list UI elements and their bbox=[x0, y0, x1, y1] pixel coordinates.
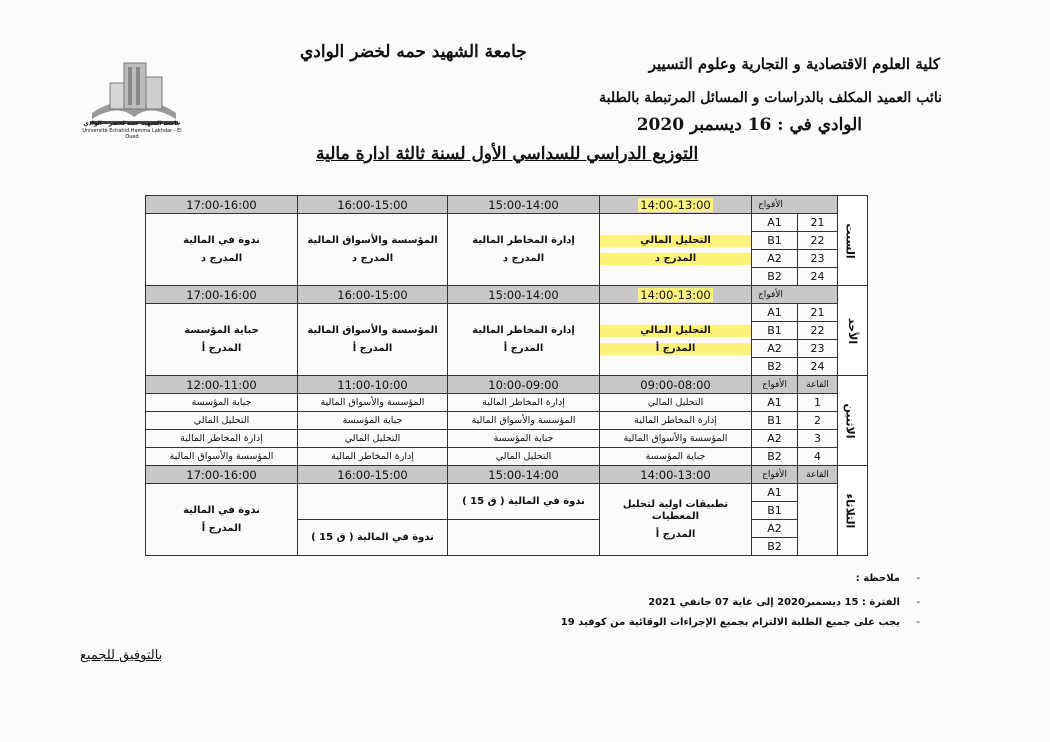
lecture-cell bbox=[146, 214, 298, 286]
lecture-cell bbox=[146, 304, 298, 376]
subject-cell: التحليل المالي bbox=[448, 448, 600, 466]
group-code: B2 bbox=[752, 538, 798, 556]
lecture-cell bbox=[298, 214, 448, 286]
room: المدرج أ bbox=[352, 342, 393, 354]
schedule-title: التوزيع الدراسي للسداسي الأول لسنة ثالثة ادارة مالية bbox=[316, 144, 699, 164]
table-row bbox=[146, 304, 868, 322]
time-slot: 17:00-16:00 bbox=[146, 286, 298, 304]
subject: ندوة في المالية bbox=[183, 234, 260, 246]
saturday-header-row bbox=[146, 196, 868, 214]
time-slot: 09:00-08:00 bbox=[600, 376, 752, 394]
time-slot: 11:00-10:00 bbox=[298, 376, 448, 394]
subject-cell: المؤسسة والأسواق المالية bbox=[146, 448, 298, 466]
closing-text: بالتوفيق للجميع bbox=[80, 648, 163, 663]
schedule-table bbox=[145, 195, 868, 556]
table-row bbox=[146, 484, 868, 502]
subject-cell: المؤسسة والأسواق المالية bbox=[600, 430, 752, 448]
room-number: 24 bbox=[798, 358, 838, 376]
table-row bbox=[146, 394, 868, 412]
logo-caption-en: Université Echahid Hamma Lakhdar - El Oued bbox=[82, 128, 182, 140]
date-line: الوادي في : 16 ديسمبر 2020 bbox=[636, 115, 862, 135]
subject-cell: جباية المؤسسة bbox=[600, 448, 752, 466]
empty-cell bbox=[448, 520, 600, 556]
room-number: 23 bbox=[798, 340, 838, 358]
table-row bbox=[146, 448, 868, 466]
lecture-cell bbox=[146, 484, 298, 556]
afwaj-label: الأفواج bbox=[752, 376, 798, 394]
logo-caption-ar: جامعة الشهيد حمه لخضر - الوادي bbox=[83, 120, 181, 127]
time-slot: 15:00-14:00 bbox=[448, 286, 600, 304]
subject-cell: المؤسسة والأسواق المالية bbox=[298, 394, 448, 412]
bullet-dash: - bbox=[916, 617, 920, 628]
subject: تطبيقات اولية لتحليل المعطيات bbox=[622, 498, 729, 522]
note-period: الفترة : 15 ديسمبر2020 إلى غاية 07 جانفي 2021 bbox=[648, 597, 900, 608]
group-code: A1 bbox=[752, 394, 798, 412]
room: المدرج د bbox=[502, 252, 545, 264]
room: المدرج أ bbox=[503, 342, 544, 354]
room-number: 4 bbox=[798, 448, 838, 466]
group-code: A2 bbox=[752, 430, 798, 448]
room: المدرج د bbox=[351, 252, 394, 264]
qaa-label: القاعة bbox=[798, 466, 838, 484]
time-slot: 16:00-15:00 bbox=[298, 286, 448, 304]
group-code: B2 bbox=[752, 358, 798, 376]
subject-cell: إدارة المخاطر المالية bbox=[448, 394, 600, 412]
room: المدرج أ bbox=[201, 522, 242, 534]
time-slot: 15:00-14:00 bbox=[448, 196, 600, 214]
table-row bbox=[146, 412, 868, 430]
subject-cell: جباية المؤسسة bbox=[448, 430, 600, 448]
time-slot: 14:00-13:00 bbox=[600, 196, 752, 214]
lecture-cell bbox=[600, 214, 752, 286]
room: المدرج د bbox=[600, 253, 751, 265]
lecture-cell: ندوة في المالية ( ق 15 ) bbox=[448, 484, 600, 520]
subject-cell: المؤسسة والأسواق المالية bbox=[448, 412, 600, 430]
subject-cell: إدارة المخاطر المالية bbox=[298, 448, 448, 466]
room-number: 21 bbox=[798, 214, 838, 232]
sunday-header-row bbox=[146, 286, 868, 304]
group-code: A1 bbox=[752, 484, 798, 502]
group-code: A1 bbox=[752, 304, 798, 322]
room: المدرج أ bbox=[201, 342, 242, 354]
room-number: 1 bbox=[798, 394, 838, 412]
room-number: 3 bbox=[798, 430, 838, 448]
group-code: A2 bbox=[752, 250, 798, 268]
group-code: B2 bbox=[752, 268, 798, 286]
group-code: A2 bbox=[752, 340, 798, 358]
note-covid: يجب على جميع الطلبة الالتزام بجميع الإجراءات الوقائية من كوفيد 19 bbox=[560, 617, 900, 628]
subject-cell: جباية المؤسسة bbox=[146, 394, 298, 412]
lecture-cell bbox=[600, 484, 752, 556]
time-slot: 17:00-16:00 bbox=[146, 196, 298, 214]
lecture-cell: ندوة في المالية ( ق 15 ) bbox=[298, 520, 448, 556]
day-tuesday: الثلاثاء bbox=[838, 466, 868, 556]
lecture-cell bbox=[600, 304, 752, 376]
room-number-empty bbox=[798, 484, 838, 556]
time-slot: 14:00-13:00 bbox=[600, 286, 752, 304]
group-code: B2 bbox=[752, 448, 798, 466]
time-slot: 16:00-15:00 bbox=[298, 196, 448, 214]
monday-header-row bbox=[146, 376, 868, 394]
lecture-cell bbox=[298, 304, 448, 376]
room-number: 22 bbox=[798, 232, 838, 250]
vice-dean-line: نائب العميد المكلف بالدراسات و المسائل المرتبطة بالطلبة bbox=[599, 90, 942, 106]
room-number: 21 bbox=[798, 304, 838, 322]
room: المدرج أ bbox=[655, 528, 696, 540]
bullet-dash: - bbox=[916, 597, 920, 608]
group-code: A2 bbox=[752, 520, 798, 538]
room: المدرج أ bbox=[600, 343, 751, 355]
day-sunday: الأحد bbox=[838, 286, 868, 376]
room: المدرج د bbox=[200, 252, 243, 264]
group-code: A1 bbox=[752, 214, 798, 232]
group-code: B1 bbox=[752, 232, 798, 250]
subject: جباية المؤسسة bbox=[184, 324, 259, 336]
group-code: B1 bbox=[752, 322, 798, 340]
subject: ندوة في المالية bbox=[183, 504, 260, 516]
university-name: جامعة الشهيد حمه لخضر الوادي bbox=[300, 42, 527, 62]
lecture-cell bbox=[448, 304, 600, 376]
room-number: 2 bbox=[798, 412, 838, 430]
subject-cell: التحليل المالي bbox=[600, 394, 752, 412]
table-row bbox=[146, 214, 868, 232]
subject: التحليل المالي bbox=[600, 235, 751, 247]
time-slot: 16:00-15:00 bbox=[298, 466, 448, 484]
empty-cell bbox=[298, 484, 448, 520]
day-monday: الاثنين bbox=[838, 376, 868, 466]
subject: المؤسسة والأسواق المالية bbox=[307, 234, 438, 246]
afwaj-label: الأفواج bbox=[752, 286, 838, 304]
subject-cell: إدارة المخاطر المالية bbox=[600, 412, 752, 430]
time-slot: 15:00-14:00 bbox=[448, 466, 600, 484]
room-number: 24 bbox=[798, 268, 838, 286]
subject: المؤسسة والأسواق المالية bbox=[307, 324, 438, 336]
subject-cell: جباية المؤسسة bbox=[298, 412, 448, 430]
subject: التحليل المالي bbox=[600, 325, 751, 337]
afwaj-label: الأفواج bbox=[752, 466, 798, 484]
subject-cell: التحليل المالي bbox=[146, 412, 298, 430]
time-slot: 17:00-16:00 bbox=[146, 466, 298, 484]
group-code: B1 bbox=[752, 502, 798, 520]
subject-cell: التحليل المالي bbox=[298, 430, 448, 448]
tuesday-header-row bbox=[146, 466, 868, 484]
table-row bbox=[146, 430, 868, 448]
time-slot: 14:00-13:00 bbox=[600, 466, 752, 484]
time-slot: 10:00-09:00 bbox=[448, 376, 600, 394]
room-number: 23 bbox=[798, 250, 838, 268]
qaa-label: القاعة bbox=[798, 376, 838, 394]
subject-cell: إدارة المخاطر المالية bbox=[146, 430, 298, 448]
room-number: 22 bbox=[798, 322, 838, 340]
subject: إدارة المخاطر المالية bbox=[472, 234, 575, 246]
subject: إدارة المخاطر المالية bbox=[472, 324, 575, 336]
faculty-name: كلية العلوم الاقتصادية و التجارية وعلوم التسيير bbox=[648, 55, 940, 73]
day-saturday: السبت bbox=[838, 196, 868, 286]
group-code: B1 bbox=[752, 412, 798, 430]
afwaj-label: الأفواج bbox=[752, 196, 838, 214]
time-slot: 12:00-11:00 bbox=[146, 376, 298, 394]
bullet-dash: - bbox=[916, 573, 920, 584]
note-label: ملاحظة : bbox=[855, 573, 900, 584]
lecture-cell bbox=[448, 214, 600, 286]
